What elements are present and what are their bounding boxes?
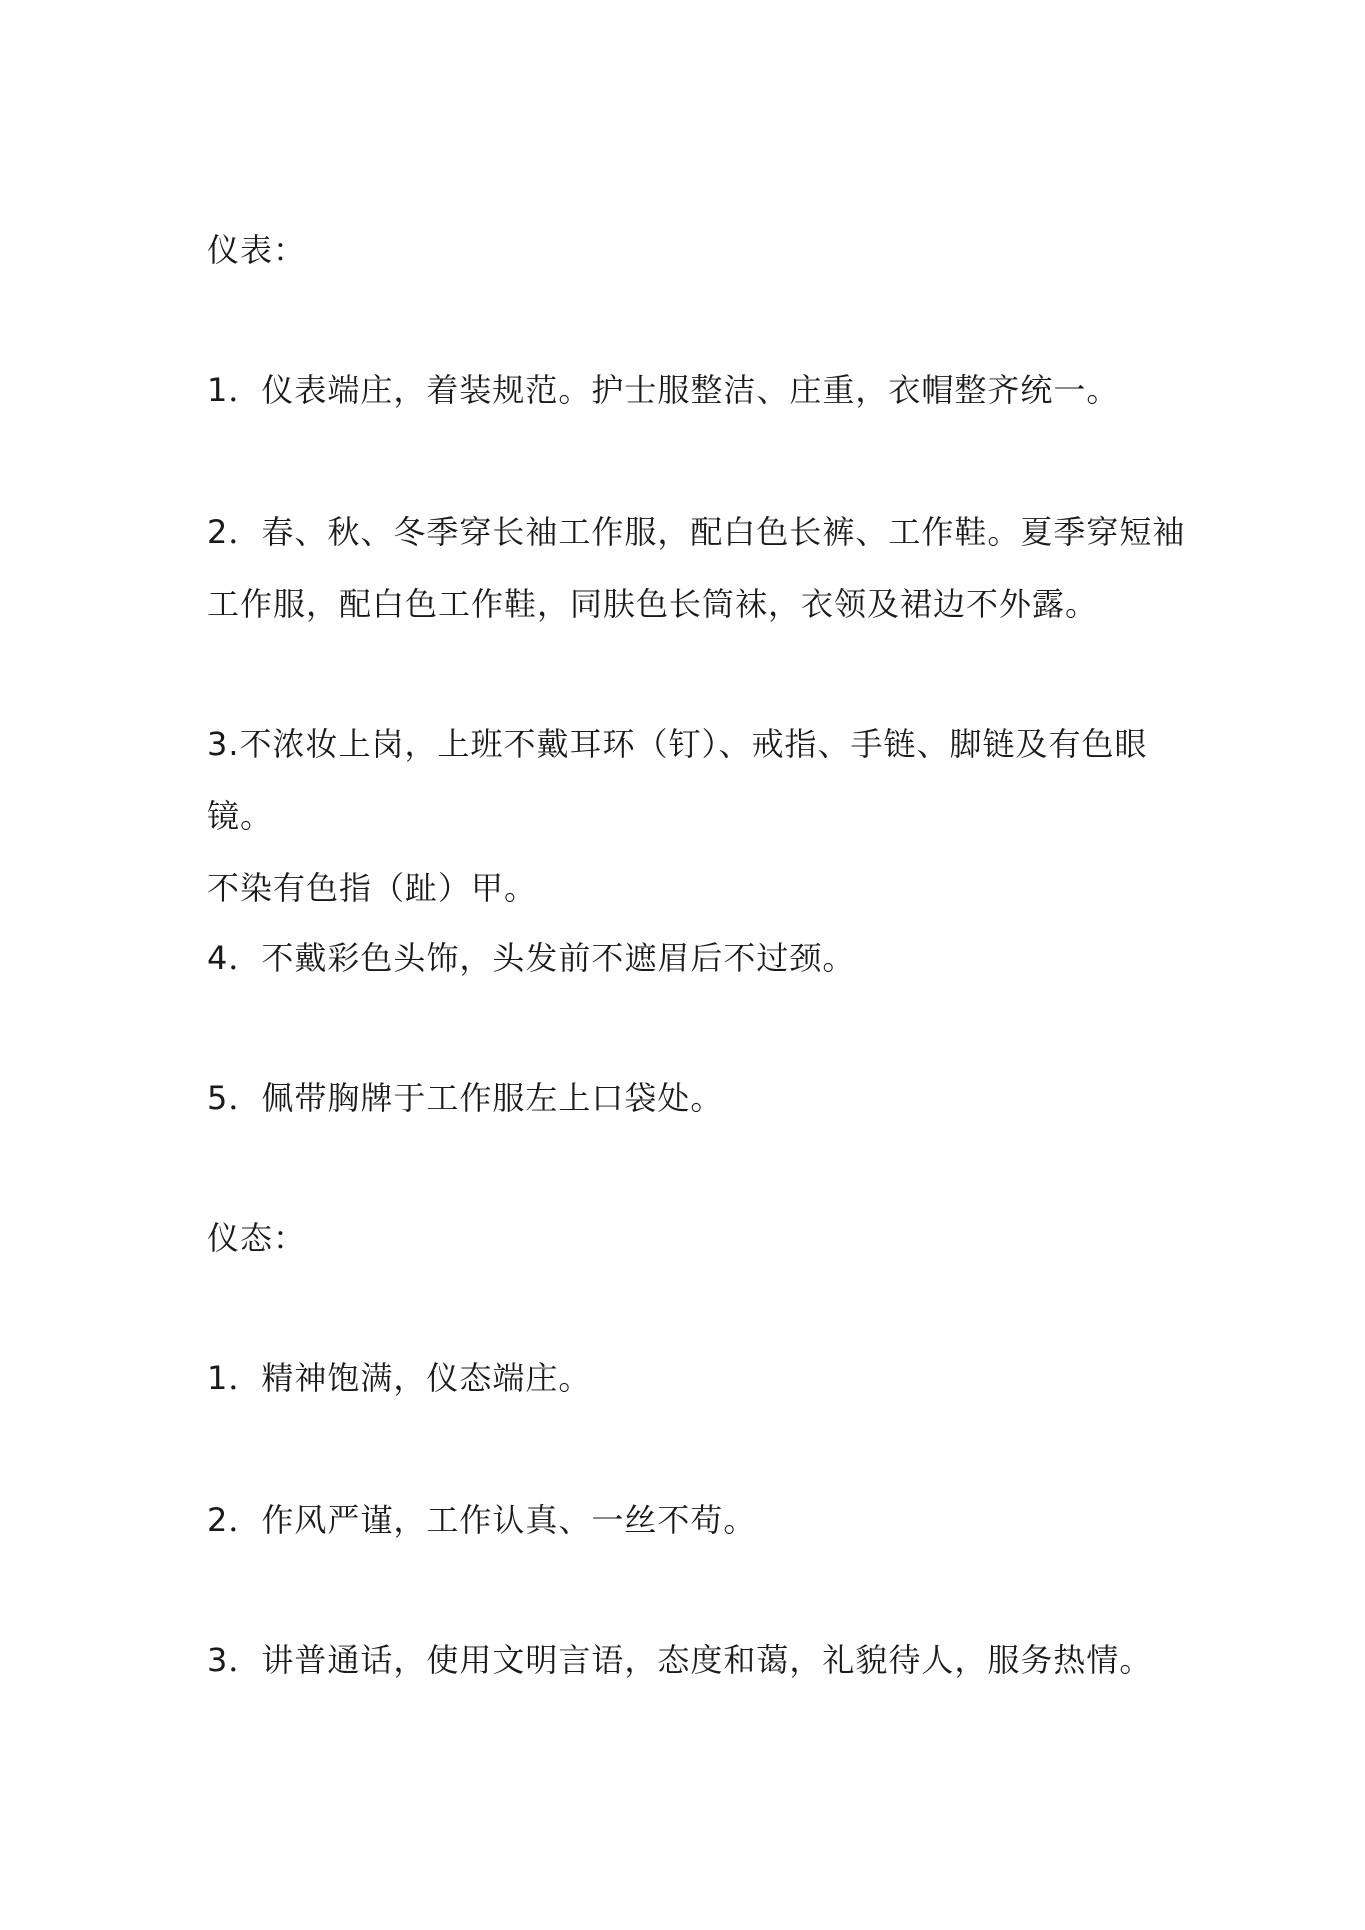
appearance-item-1: 1．仪表端庄，着装规范。护士服整洁、庄重，衣帽整齐统一。: [207, 371, 1120, 409]
manner-item-3: 3．讲普通话，使用文明言语，态度和蔼，礼貌待人，服务热情。: [207, 1641, 1153, 1679]
section-heading-appearance: 仪表：: [207, 231, 307, 269]
section-heading-manner: 仪态：: [207, 1219, 307, 1257]
appearance-item-2: 2．春、秋、冬季穿长袖工作服，配白色长裤、工作鞋。夏季穿短袖 工作服，配白色工作鞋，同肤色长筒袜，衣领及裙边不外露。: [207, 513, 1186, 623]
appearance-item-5: 5．佩带胸牌于工作服左上口袋处。: [207, 1079, 724, 1117]
appearance-item-3: 3.不浓妆上岗，上班不戴耳环（钉）、戒指、手链、脚链及有色眼镜。 不染有色指（趾）甲。: [207, 725, 1148, 907]
manner-item-2: 2．作风严谨，工作认真、一丝不苟。: [207, 1501, 757, 1539]
appearance-item-4: 4．不戴彩色头饰，头发前不遮眉后不过颈。: [207, 939, 856, 977]
manner-item-1: 1．精神饱满，仪态端庄。: [207, 1359, 592, 1397]
